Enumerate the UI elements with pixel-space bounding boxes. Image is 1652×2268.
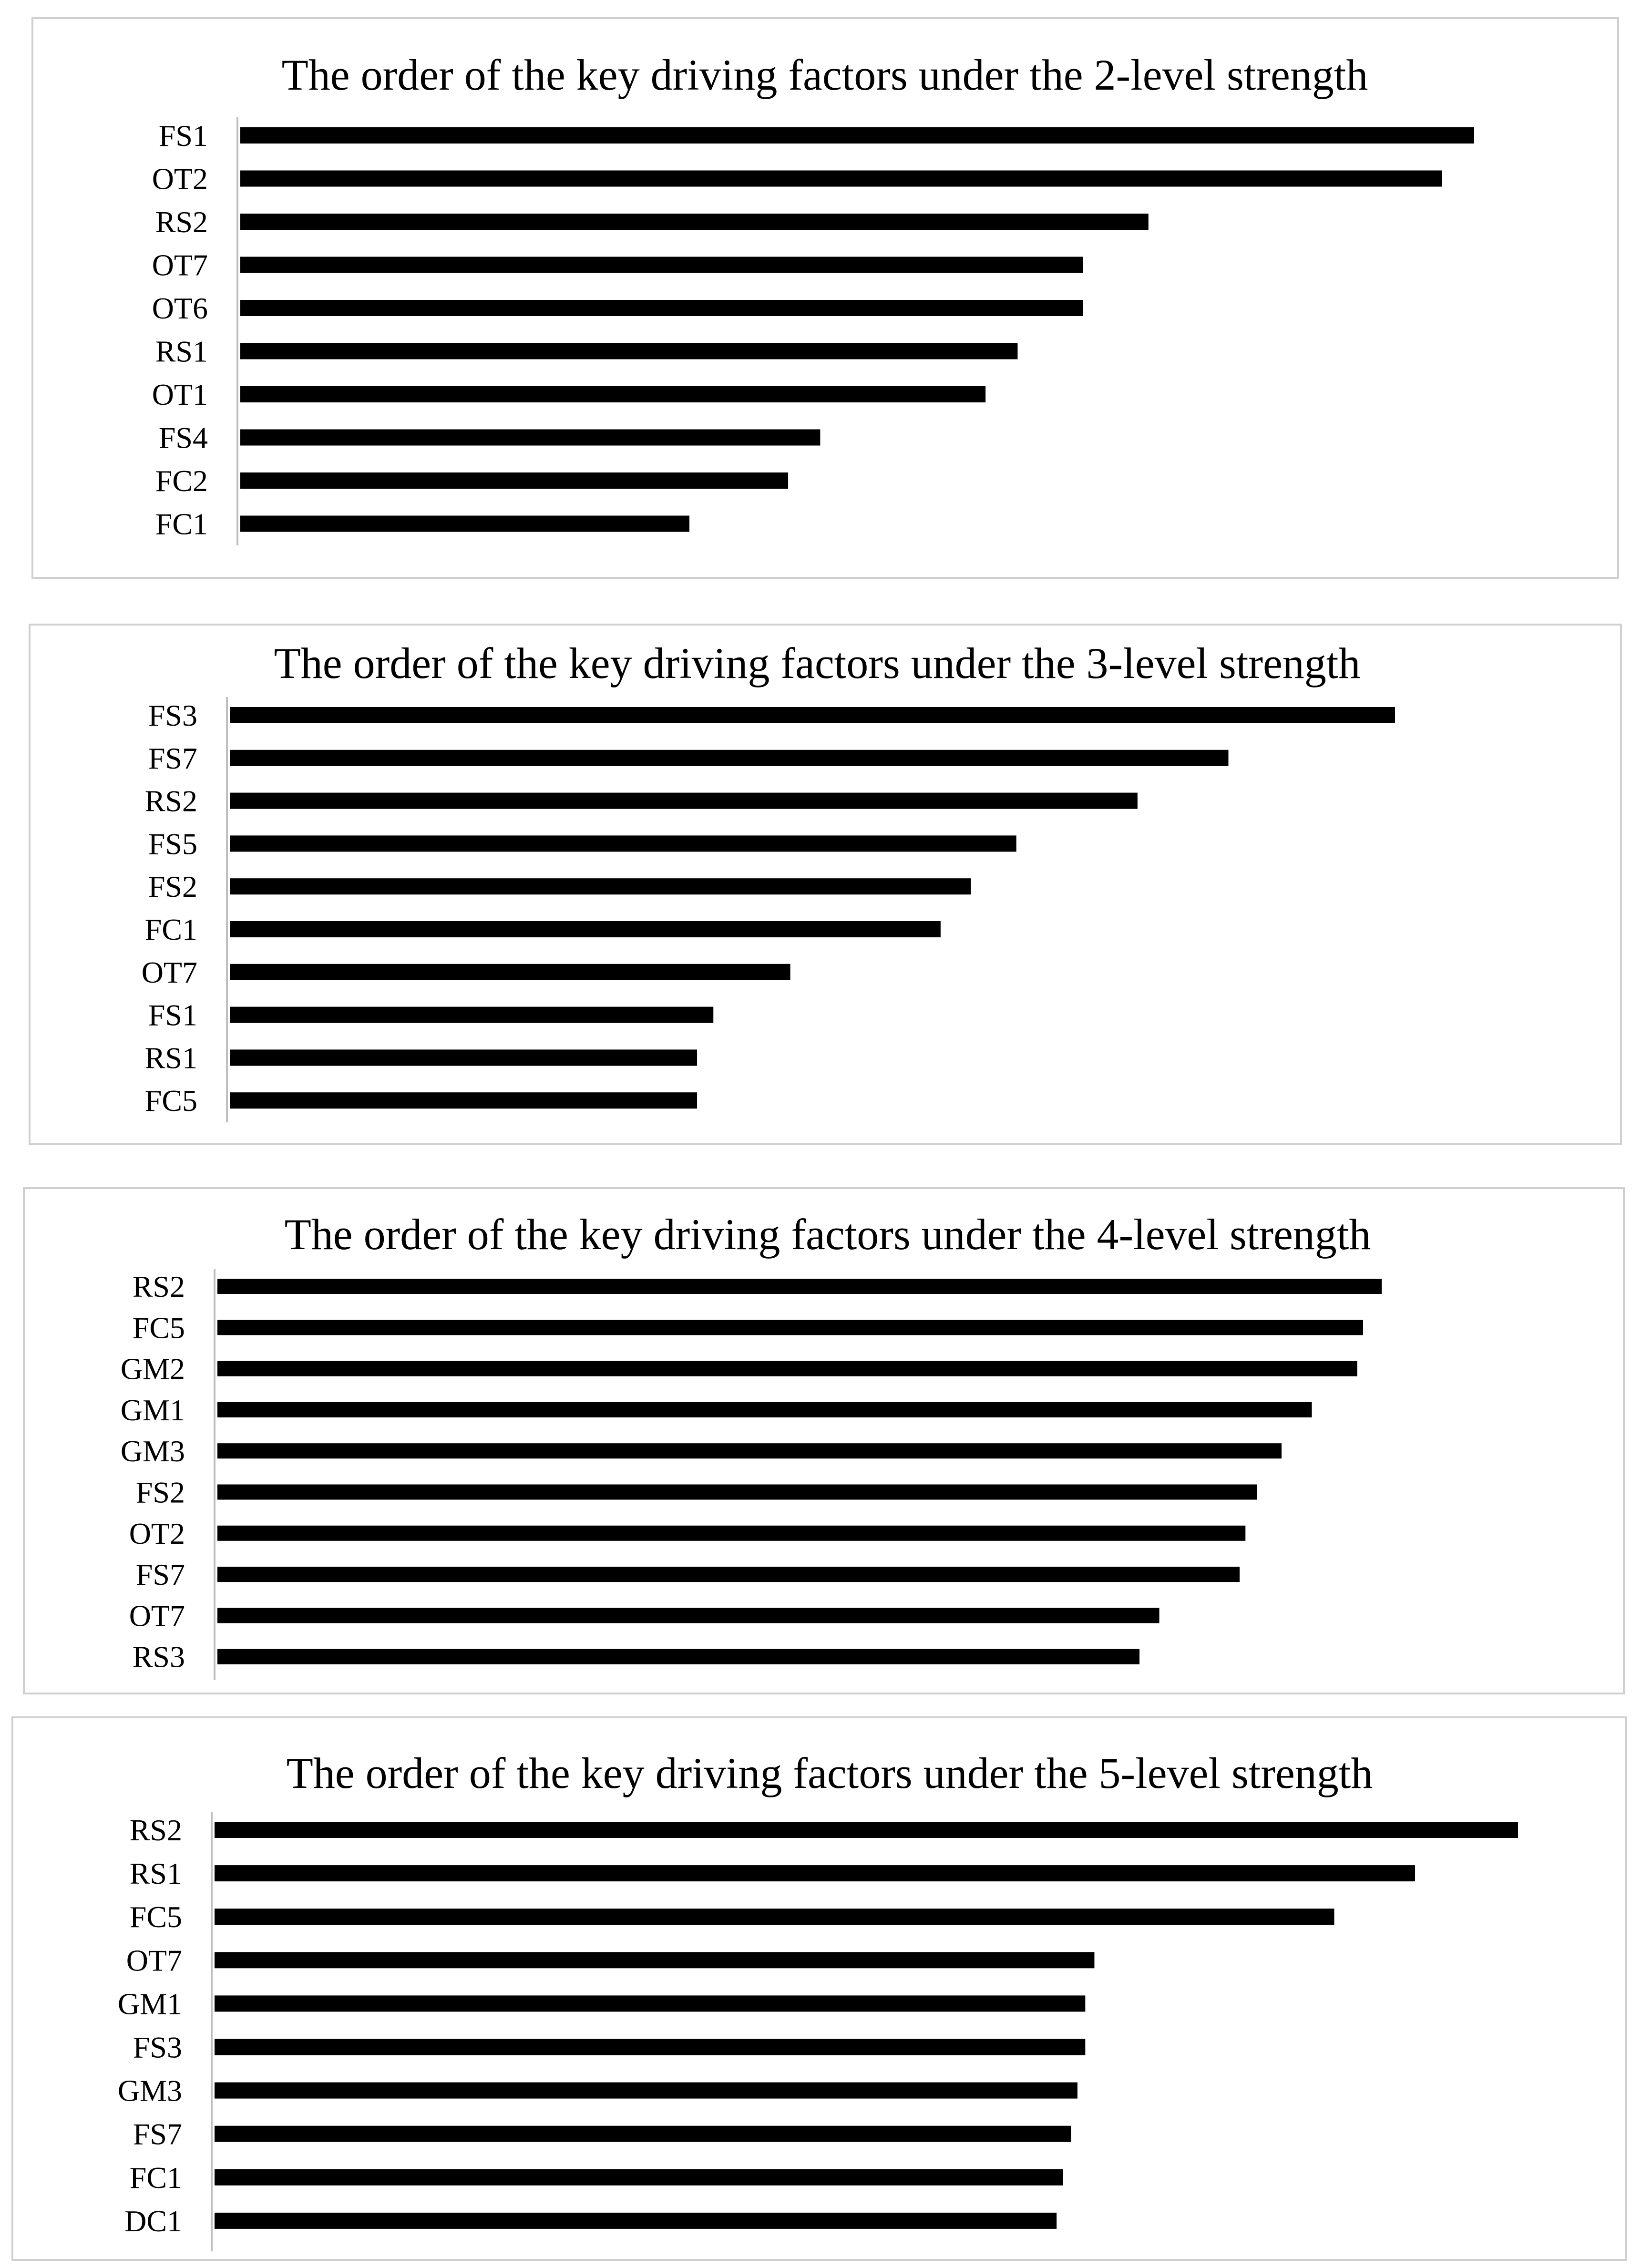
category-label: GM2 xyxy=(120,1352,185,1386)
category-label: RS1 xyxy=(144,1041,197,1075)
bar-fc1 xyxy=(240,516,689,532)
category-label: DC1 xyxy=(124,2204,182,2238)
bar-ot7 xyxy=(230,964,790,980)
bar-gm3 xyxy=(215,2083,1077,2099)
chart-title: The order of the key driving factors under the 2-level strength xyxy=(281,51,1368,99)
category-label: RS2 xyxy=(129,1813,182,1847)
category-label: FS3 xyxy=(133,2030,182,2064)
bar-ot1 xyxy=(240,386,985,402)
category-label: FC1 xyxy=(144,913,197,946)
bar-gm1 xyxy=(215,1995,1085,2011)
bar-fs1 xyxy=(230,1007,713,1023)
bar-fc5 xyxy=(217,1320,1363,1335)
bar-chart-2-level xyxy=(33,19,1621,581)
category-label: OT7 xyxy=(126,1943,182,1978)
bar-rs2 xyxy=(215,1822,1518,1838)
bar-fc5 xyxy=(215,1909,1334,1925)
category-label: OT7 xyxy=(129,1599,185,1633)
category-label: OT2 xyxy=(152,162,208,196)
category-label: FS2 xyxy=(148,870,197,904)
category-label: GM3 xyxy=(120,1434,185,1468)
category-label: OT6 xyxy=(152,291,208,325)
bar-fs3 xyxy=(230,707,1395,723)
category-label: FS1 xyxy=(148,998,197,1032)
bar-fc2 xyxy=(240,472,788,489)
bar-ot6 xyxy=(240,300,1083,316)
category-label: FS7 xyxy=(135,1558,185,1592)
category-label: OT2 xyxy=(129,1516,185,1550)
category-label: FS4 xyxy=(158,421,208,455)
category-label: FC1 xyxy=(129,2160,182,2195)
category-label: GM3 xyxy=(117,2073,182,2108)
category-label: FC5 xyxy=(144,1084,197,1118)
bar-gm3 xyxy=(217,1443,1282,1458)
chart-title: The order of the key driving factors under the 5-level strength xyxy=(286,1749,1373,1797)
bar-rs1 xyxy=(240,343,1017,359)
bar-fs4 xyxy=(240,430,820,446)
chart-panel-4-level xyxy=(23,1187,1625,1694)
bar-fs2 xyxy=(217,1485,1257,1500)
bar-fs7 xyxy=(215,2126,1071,2142)
bar-fs7 xyxy=(230,750,1229,766)
bar-fs5 xyxy=(230,835,1016,852)
bar-rs2 xyxy=(217,1279,1382,1294)
category-label: FS2 xyxy=(135,1475,185,1509)
category-label: FS7 xyxy=(133,2117,182,2151)
chart-title: The order of the key driving factors under the 4-level strength xyxy=(284,1210,1371,1259)
chart-panel-5-level xyxy=(11,1716,1627,2261)
category-label: FC2 xyxy=(155,464,208,498)
bar-chart-5-level xyxy=(13,1718,1629,2263)
bar-ot2 xyxy=(217,1526,1245,1541)
bar-rs1 xyxy=(215,1865,1415,1881)
category-label: FC5 xyxy=(129,1900,182,1934)
bar-fs2 xyxy=(230,878,971,894)
chart-panel-2-level xyxy=(31,17,1619,579)
bar-dc1 xyxy=(215,2213,1057,2229)
category-label: GM1 xyxy=(117,1987,182,2021)
category-label: OT1 xyxy=(152,378,208,411)
bar-rs3 xyxy=(217,1649,1139,1664)
bar-fs7 xyxy=(217,1567,1240,1582)
category-label: RS2 xyxy=(144,784,197,818)
category-label: FS5 xyxy=(148,827,197,861)
category-label: FS7 xyxy=(148,741,197,775)
bar-ot2 xyxy=(240,171,1442,187)
category-label: OT7 xyxy=(141,955,197,989)
category-label: FC5 xyxy=(132,1311,185,1345)
category-label: RS2 xyxy=(155,205,208,239)
bar-ot7 xyxy=(217,1608,1159,1623)
bar-rs2 xyxy=(230,793,1138,809)
category-label: GM1 xyxy=(120,1393,185,1427)
bar-gm2 xyxy=(217,1361,1357,1376)
bar-fs1 xyxy=(240,127,1474,144)
bar-fc1 xyxy=(230,921,941,937)
category-label: RS3 xyxy=(132,1640,185,1674)
category-label: RS2 xyxy=(132,1270,185,1303)
bar-rs2 xyxy=(240,214,1149,230)
bar-gm1 xyxy=(217,1402,1312,1417)
chart-title: The order of the key driving factors under the 3-level strength xyxy=(274,639,1361,688)
category-label: FS1 xyxy=(158,119,208,153)
bar-ot7 xyxy=(240,257,1083,273)
bar-rs1 xyxy=(230,1049,697,1066)
category-label: FS3 xyxy=(148,698,197,732)
category-label: OT7 xyxy=(152,248,208,282)
bar-chart-4-level xyxy=(25,1189,1627,1696)
bar-fs3 xyxy=(215,2039,1085,2055)
category-label: RS1 xyxy=(155,334,208,369)
chart-panel-3-level xyxy=(29,624,1622,1145)
bar-chart-3-level xyxy=(31,626,1624,1147)
category-label: FC1 xyxy=(155,507,208,541)
category-label: RS1 xyxy=(129,1857,182,1891)
bar-fc5 xyxy=(230,1092,697,1108)
bar-ot7 xyxy=(215,1952,1094,1968)
bar-fc1 xyxy=(215,2169,1063,2186)
